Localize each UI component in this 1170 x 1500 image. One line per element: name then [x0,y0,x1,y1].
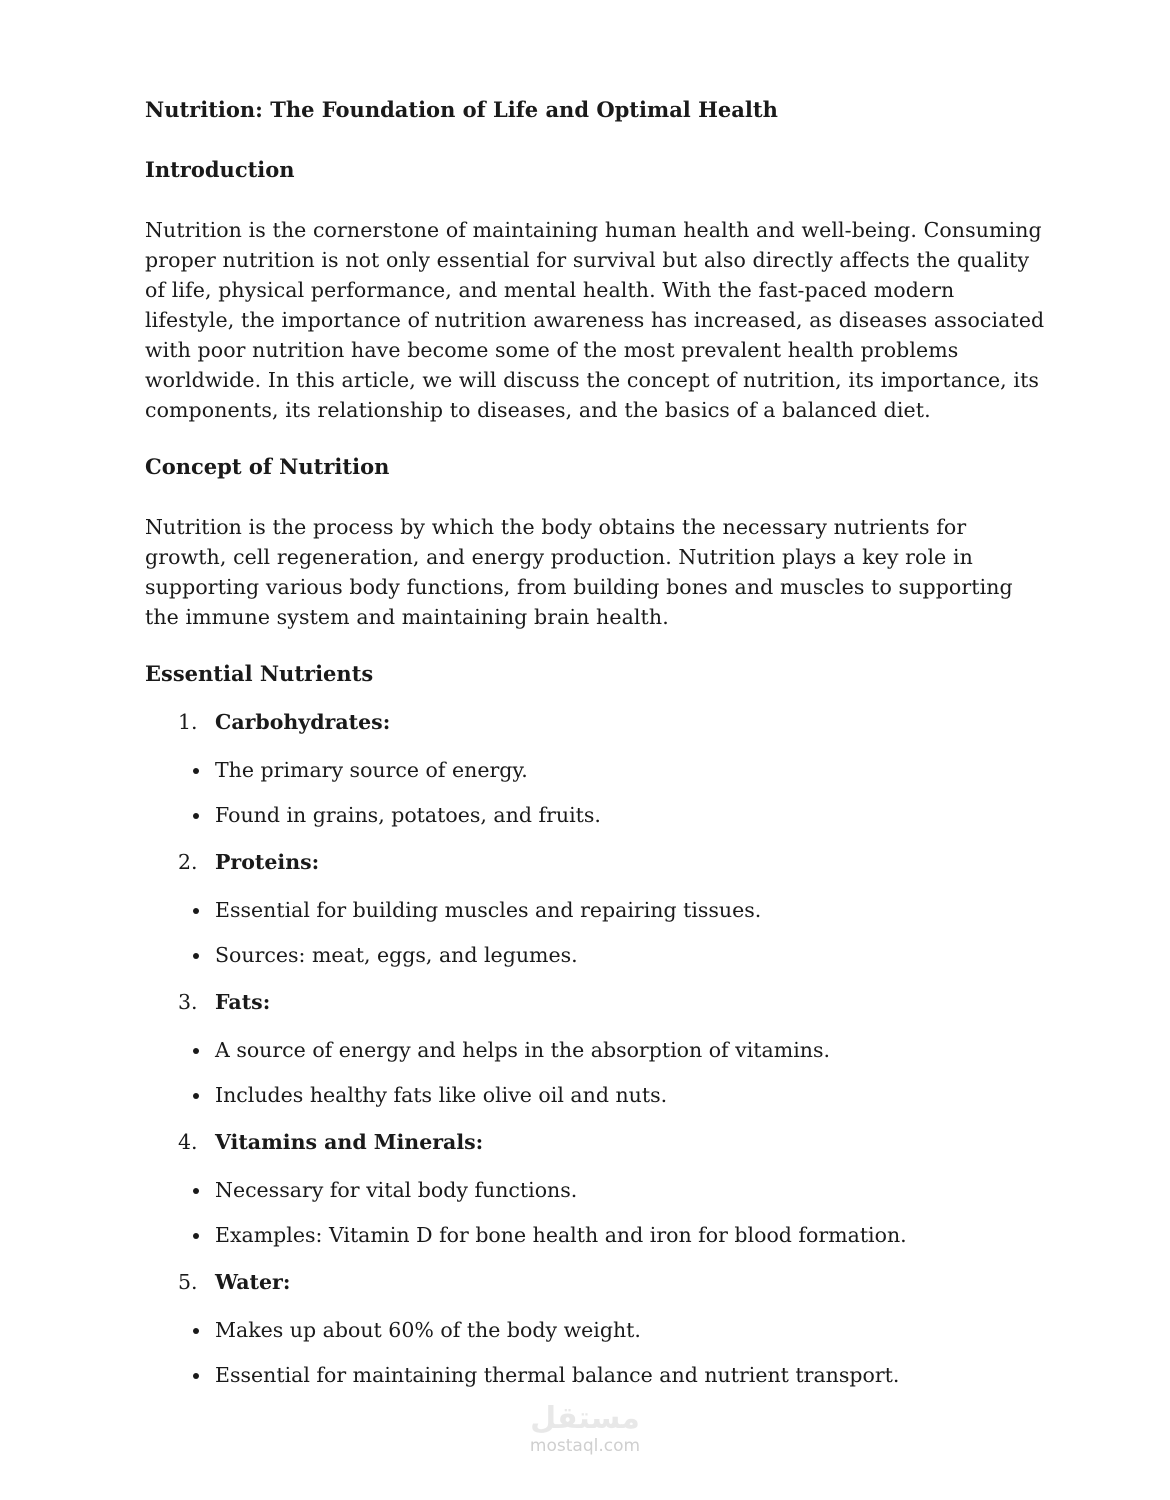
bullet-item [145,755,1045,785]
item-label: Vitamins and Minerals: [215,1130,484,1154]
watermark-site: mostaql.com [529,1436,641,1456]
bullet-list [145,895,1045,970]
bullet-dot-icon [193,768,199,774]
paragraph-concept: Nutrition is the process by which the body obtains the necessary nutrients for growth, cell regeneration, and energy production. Nutrition plays a key role in supporting various body functions, from building bones and muscles to supporting the immune system and maintaining brain health. [145,515,1013,629]
nutrient-heading [145,847,1045,877]
list-item [145,987,1045,1110]
bullet-item [145,940,1045,970]
bullet-text: Essential for building muscles and repairing tissues. [215,898,762,922]
bullet-dot-icon [193,1233,199,1239]
nutrient-heading [145,987,1045,1017]
bullet-item [145,800,1045,830]
bullet-text: The primary source of energy. [215,758,528,782]
bullet-item [145,1080,1045,1110]
document-body [145,95,1045,1407]
bullet-dot-icon [193,1328,199,1334]
item-number: 5. [178,1270,198,1294]
bullet-dot-icon [193,953,199,959]
heading-essential-nutrients: Essential Nutrients [145,661,374,686]
bullet-item [145,1035,1045,1065]
bullet-dot-icon [193,813,199,819]
document-title: Nutrition: The Foundation of Life and Optimal Health [145,97,778,122]
item-label: Carbohydrates: [215,710,391,734]
bullet-dot-icon [193,1373,199,1379]
bullet-text: Essential for maintaining thermal balance and nutrient transport. [215,1363,900,1387]
nutrient-heading [145,1127,1045,1157]
bullet-text: Includes healthy fats like olive oil and nuts. [215,1083,668,1107]
bullet-dot-icon [193,1048,199,1054]
list-item [145,1127,1045,1250]
nutrients-list [145,707,1045,1390]
watermark [505,1402,665,1456]
item-label: Water: [215,1270,291,1294]
bullet-item [145,1360,1045,1390]
bullet-dot-icon [193,1093,199,1099]
bullet-text: A source of energy and helps in the absorption of vitamins. [215,1038,830,1062]
bullet-list [145,1035,1045,1110]
bullet-item [145,895,1045,925]
bullet-list [145,1315,1045,1390]
item-number: 4. [178,1130,198,1154]
nutrient-heading [145,707,1045,737]
list-item [145,1267,1045,1390]
heading-introduction: Introduction [145,157,295,182]
bullet-item [145,1315,1045,1345]
bullet-dot-icon [193,908,199,914]
item-number: 2. [178,850,198,874]
paragraph-introduction: Nutrition is the cornerstone of maintaining human health and well-being. Consuming proper nutrition is not only essential for survival but also directly affects the quality of life, physical performance, and mental health. With the fast-paced modern lifestyle, the importance of nutrition awareness has increased, as diseases associated with poor nutrition have become some of the most prevalent health problems worldwide. In this article, we will discuss the concept of nutrition, its importance, its components, its relationship to diseases, and the basics of a balanced diet. [145,218,1045,422]
item-number: 3. [178,990,198,1014]
bullet-item [145,1220,1045,1250]
bullet-list [145,755,1045,830]
bullet-text: Sources: meat, eggs, and legumes. [215,943,578,967]
bullet-dot-icon [193,1188,199,1194]
nutrient-heading [145,1267,1045,1297]
bullet-text: Necessary for vital body functions. [215,1178,578,1202]
item-label: Proteins: [215,850,320,874]
watermark-logo: مستقل [530,1401,640,1436]
bullet-text: Examples: Vitamin D for bone health and iron for blood formation. [215,1223,907,1247]
item-label: Fats: [215,990,271,1014]
bullet-item [145,1175,1045,1205]
bullet-list [145,1175,1045,1250]
item-number: 1. [178,710,198,734]
heading-concept: Concept of Nutrition [145,454,390,479]
list-item [145,847,1045,970]
list-item [145,707,1045,830]
bullet-text: Found in grains, potatoes, and fruits. [215,803,601,827]
bullet-text: Makes up about 60% of the body weight. [215,1318,641,1342]
